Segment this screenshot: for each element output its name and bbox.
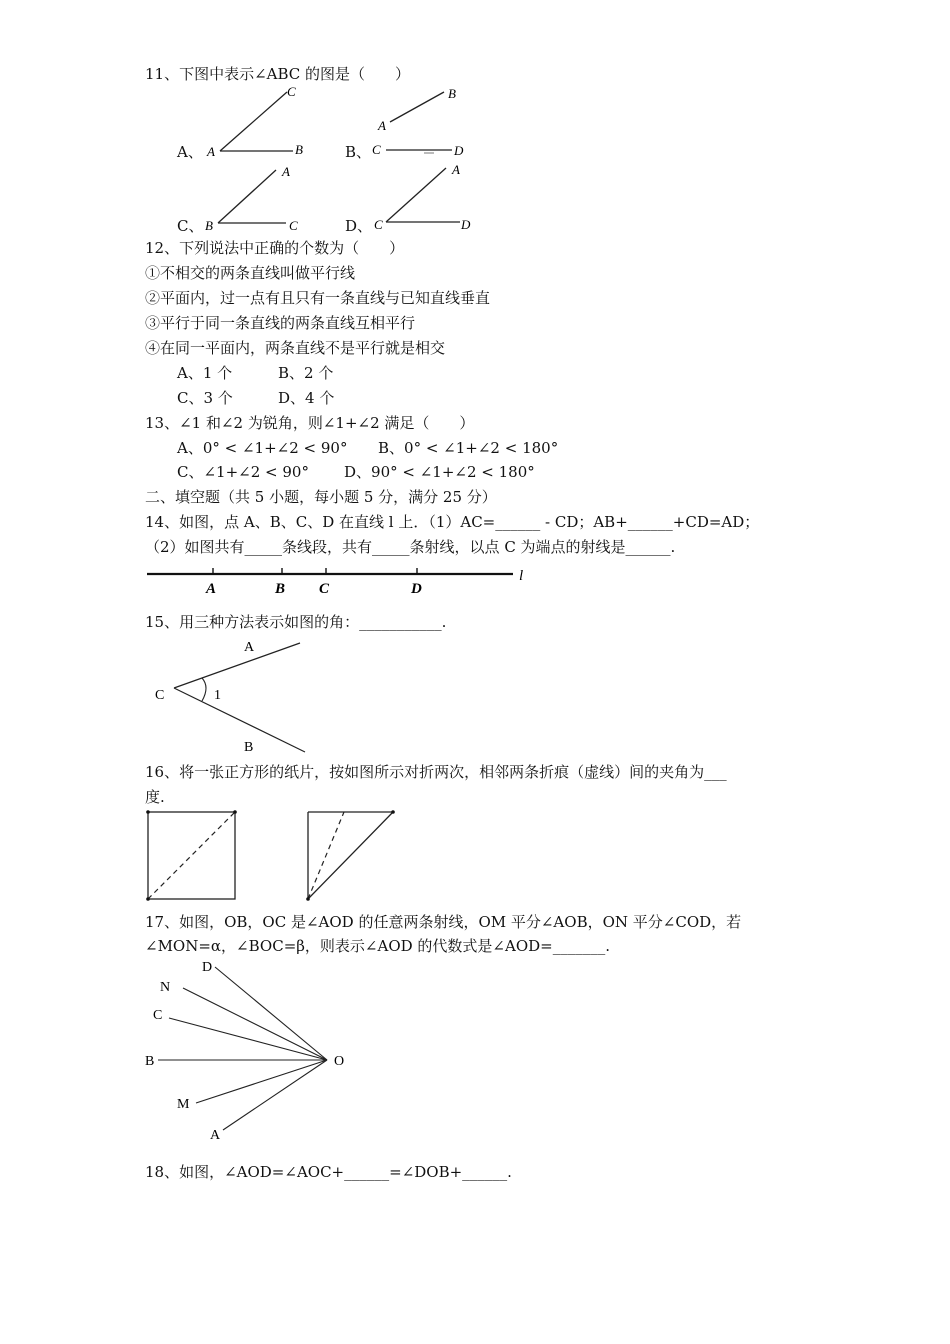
q11c-point-c-label: C bbox=[289, 218, 298, 233]
q11b-point-a-label: A bbox=[378, 118, 386, 133]
q17-point-o-label: O bbox=[334, 1054, 345, 1069]
section-heading: 二、填空题（共 5 小题，每小题 5 分，满分 25 分） bbox=[145, 488, 497, 506]
q11a-point-c-label: C bbox=[287, 84, 296, 99]
q11-figure-d bbox=[368, 158, 478, 234]
q17-line-1: 17、如图，OB，OC 是∠AOD 的任意两条射线，OM 平分∠AOB，ON 平分∠COD，若 bbox=[145, 913, 742, 931]
q14-point-a-label: A bbox=[206, 581, 217, 597]
q11-option-d: D、 bbox=[345, 217, 373, 235]
q17-ray-n-label: N bbox=[160, 980, 171, 995]
q11a-vertex-label: A bbox=[207, 144, 215, 159]
q11b-point-c-label: C bbox=[372, 142, 381, 157]
q12-item-2: ②平面内，过一点有且只有一条直线与已知直线垂直 bbox=[145, 289, 491, 307]
q11-option-a: A、 bbox=[177, 143, 203, 161]
q17-ray-a-label: A bbox=[210, 1128, 221, 1143]
q15-point-a-label: A bbox=[244, 640, 255, 655]
q12-option-c: C、3 个 bbox=[177, 389, 233, 407]
q14-line-figure bbox=[145, 560, 535, 598]
q14-point-b-label: B bbox=[275, 581, 286, 597]
q11d-point-d-label: D bbox=[461, 217, 471, 232]
q11d-vertex-label: C bbox=[374, 217, 383, 232]
q12-option-a: A、1 个 bbox=[177, 364, 233, 382]
q11-stem: 11、下图中表示∠ABC 的图是（ ） bbox=[145, 65, 411, 83]
q16-line-2: 度. bbox=[145, 788, 165, 806]
q17-ray-b-label: B bbox=[145, 1054, 155, 1069]
q13-stem: 13、∠1 和∠2 为锐角，则∠1+∠2 满足（ ） bbox=[145, 414, 475, 432]
q18-stem: 18、如图，∠AOD=∠AOC+______=∠DOB+______. bbox=[145, 1163, 512, 1181]
q11-option-c: C、 bbox=[177, 217, 204, 235]
q17-line-2: ∠MON=α，∠BOC=β，则表示∠AOD 的代数式是∠AOD=_______. bbox=[145, 937, 610, 955]
q11c-point-a-label: A bbox=[282, 164, 290, 179]
q13-option-a: A、0° < ∠1+∠2 < 90° bbox=[177, 439, 348, 457]
q14-point-c-label: C bbox=[319, 581, 330, 597]
q17-ray-m-label: M bbox=[177, 1097, 190, 1112]
q14-line-2: （2）如图共有_____条线段，共有_____条射线，以点 C 为端点的射线是______. bbox=[145, 538, 676, 556]
q16-folding-figure bbox=[142, 806, 412, 904]
q13-option-c: C、∠1+∠2 < 90° bbox=[177, 463, 309, 481]
q17-ray-c-label: C bbox=[153, 1008, 163, 1023]
q14-line-1: 14、如图，点 A、B、C、D 在直线 l 上．（1）AC=______ - CD；AB+______+CD=AD； bbox=[145, 513, 760, 531]
q11d-point-a-label: A bbox=[452, 162, 460, 177]
q15-stem: 15、用三种方法表示如图的角：___________. bbox=[145, 613, 447, 631]
q15-point-b-label: B bbox=[244, 740, 254, 755]
q12-item-1: ①不相交的两条直线叫做平行线 bbox=[145, 264, 356, 282]
q11-figure-b bbox=[368, 84, 478, 162]
q17-rays-figure bbox=[140, 955, 360, 1147]
q12-item-4: ④在同一平面内，两条直线不是平行就是相交 bbox=[145, 339, 446, 357]
q14-point-d-label: D bbox=[411, 581, 422, 597]
q15-vertex-c-label: C bbox=[155, 688, 165, 703]
q11a-point-b-label: B bbox=[295, 142, 303, 157]
q11b-point-d-label: D bbox=[454, 143, 464, 158]
q11-figure-a bbox=[205, 84, 315, 162]
q12-option-d: D、4 个 bbox=[278, 389, 335, 407]
q12-option-b: B、2 个 bbox=[278, 364, 334, 382]
q13-option-b: B、0° < ∠1+∠2 < 180° bbox=[378, 439, 559, 457]
q13-option-d: D、90° < ∠1+∠2 < 180° bbox=[344, 463, 535, 481]
q12-item-3: ③平行于同一条直线的两条直线互相平行 bbox=[145, 314, 416, 332]
q17-ray-d-label: D bbox=[202, 960, 213, 975]
q14-line-l-label: l bbox=[519, 568, 524, 584]
q12-stem: 12、下列说法中正确的个数为（ ） bbox=[145, 239, 405, 257]
q11b-point-b-label: B bbox=[448, 86, 456, 101]
q11-option-b: B、 bbox=[345, 143, 372, 161]
q15-angle-1-label: 1 bbox=[214, 688, 221, 703]
q11c-vertex-label: B bbox=[205, 218, 213, 233]
q16-line-1: 16、将一张正方形的纸片，按如图所示对折两次，相邻两条折痕（虚线）间的夹角为___ bbox=[145, 763, 727, 781]
q11-figure-c bbox=[200, 160, 310, 236]
q15-angle-figure bbox=[150, 635, 320, 757]
